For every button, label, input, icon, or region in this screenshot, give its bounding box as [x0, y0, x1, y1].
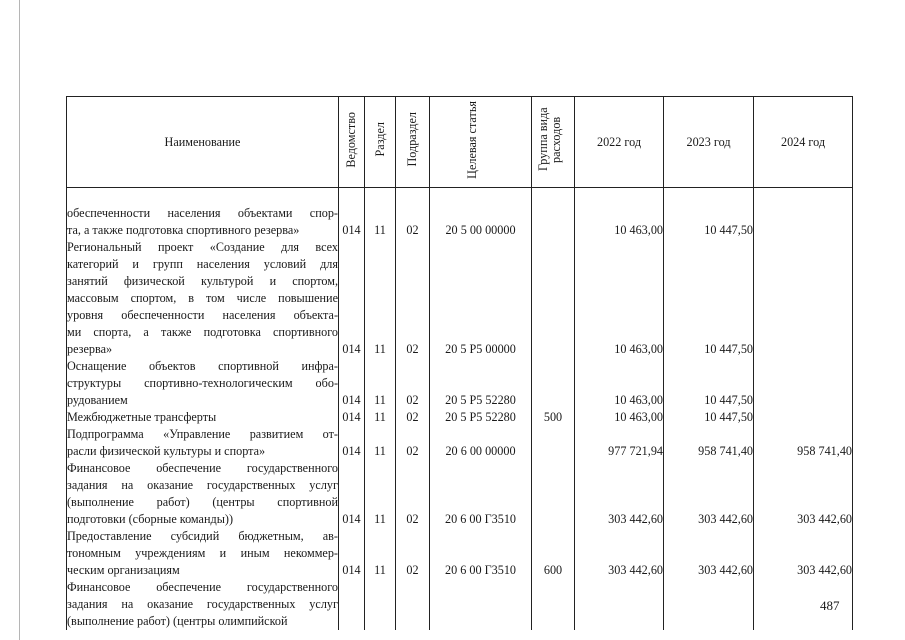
cell-name-line: уровня обеспеченности населения объекта-: [67, 308, 338, 322]
table-row: [67, 477, 853, 494]
cell-2022: 303 442,60: [575, 511, 664, 528]
header-celevaya-statya: Целевая статья: [430, 97, 532, 188]
header-2022: 2022 год: [575, 97, 664, 188]
cell-razdel: [365, 358, 396, 375]
cell-vedomstvo: 014: [339, 443, 365, 460]
cell-podrazdel: [396, 579, 430, 596]
cell-vedomstvo: [339, 273, 365, 290]
cell-podrazdel: [396, 239, 430, 256]
table-row: [67, 392, 853, 409]
cell-2022: 10 463,00: [575, 222, 664, 239]
cell-celevaya-statya: [430, 613, 532, 630]
cell-vedomstvo: [339, 205, 365, 222]
cell-name-line: Межбюджетные трансферты: [67, 409, 339, 426]
cell-2022: [575, 307, 664, 324]
cell-2023: [664, 426, 754, 443]
cell-name-line: задания на оказание государственных услуг: [67, 478, 338, 492]
table-row: [67, 358, 853, 375]
table-row: [67, 596, 853, 613]
cell-2023: [664, 528, 754, 545]
cell-vedomstvo: [339, 528, 365, 545]
cell-name-line: Предоставление субсидий бюджетным, ав-: [67, 529, 338, 543]
cell-vedomstvo: [339, 324, 365, 341]
cell-gruppa-vida-raskhodov: [532, 256, 575, 273]
cell-podrazdel: [396, 358, 430, 375]
cell-2024: [754, 307, 853, 324]
cell-2022: [575, 477, 664, 494]
cell-celevaya-statya: [430, 494, 532, 511]
cell-2023: [664, 460, 754, 477]
cell-name-line: (выполнение работ) (центры олимпийской: [67, 613, 339, 630]
table-row: [67, 290, 853, 307]
table-row: [67, 256, 853, 273]
cell-2023: [664, 375, 754, 392]
cell-2022: [575, 545, 664, 562]
cell-podrazdel: [396, 596, 430, 613]
cell-name-line: та, а также подготовка спортивного резерва»: [67, 222, 339, 239]
cell-gruppa-vida-raskhodov: [532, 358, 575, 375]
cell-2023: [664, 290, 754, 307]
cell-2024: [754, 477, 853, 494]
table-row: [67, 307, 853, 324]
cell-gruppa-vida-raskhodov: [532, 239, 575, 256]
cell-celevaya-statya: [430, 426, 532, 443]
cell-gruppa-vida-raskhodov: [532, 205, 575, 222]
cell-celevaya-statya: [430, 239, 532, 256]
cell-celevaya-statya: [430, 358, 532, 375]
cell-2024: [754, 426, 853, 443]
cell-podrazdel: [396, 477, 430, 494]
cell-celevaya-statya: [430, 375, 532, 392]
cell-podrazdel: [396, 545, 430, 562]
cell-gruppa-vida-raskhodov: [532, 596, 575, 613]
cell-razdel: [365, 256, 396, 273]
cell-name-line: Финансовое обеспечение государственного: [67, 461, 338, 475]
cell-2024: [754, 375, 853, 392]
budget-table: [66, 96, 853, 630]
cell-2023: 10 447,50: [664, 409, 754, 426]
cell-razdel: [365, 528, 396, 545]
cell-razdel: [365, 205, 396, 222]
cell-celevaya-statya: 20 5 P5 52280: [430, 392, 532, 409]
cell-2023: [664, 545, 754, 562]
cell-2023: 10 447,50: [664, 341, 754, 358]
cell-2022: [575, 426, 664, 443]
header-podrazdel: Подраздел: [396, 97, 430, 188]
cell-name-line: рудованием: [67, 392, 339, 409]
cell-2023: [664, 358, 754, 375]
cell-celevaya-statya: [430, 324, 532, 341]
cell-vedomstvo: 014: [339, 392, 365, 409]
cell-2022: [575, 528, 664, 545]
cell-gruppa-vida-raskhodov: [532, 613, 575, 630]
cell-gruppa-vida-raskhodov: [532, 222, 575, 239]
cell-podrazdel: [396, 426, 430, 443]
cell-2024: [754, 579, 853, 596]
cell-2024: 303 442,60: [754, 511, 853, 528]
cell-2022: [575, 273, 664, 290]
cell-2023: [664, 205, 754, 222]
cell-razdel: [365, 273, 396, 290]
cell-podrazdel: 02: [396, 222, 430, 239]
cell-2023: [664, 494, 754, 511]
cell-2022: [575, 375, 664, 392]
cell-2023: [664, 324, 754, 341]
cell-podrazdel: [396, 613, 430, 630]
cell-celevaya-statya: [430, 528, 532, 545]
cell-vedomstvo: 014: [339, 409, 365, 426]
cell-razdel: [365, 375, 396, 392]
cell-name-line: Подпрограмма «Управление развитием от-: [67, 427, 338, 441]
cell-podrazdel: [396, 375, 430, 392]
cell-razdel: [365, 460, 396, 477]
header-name: Наименование: [67, 97, 339, 188]
cell-vedomstvo: [339, 460, 365, 477]
cell-podrazdel: [396, 205, 430, 222]
header-razdel: Раздел: [365, 97, 396, 188]
cell-2024: [754, 341, 853, 358]
cell-vedomstvo: 014: [339, 341, 365, 358]
cell-podrazdel: [396, 256, 430, 273]
cell-celevaya-statya: 20 5 P5 52280: [430, 409, 532, 426]
cell-2023: 10 447,50: [664, 222, 754, 239]
cell-podrazdel: [396, 290, 430, 307]
cell-gruppa-vida-raskhodov: 600: [532, 562, 575, 579]
cell-razdel: 11: [365, 341, 396, 358]
cell-vedomstvo: [339, 477, 365, 494]
table-row: [67, 613, 853, 630]
cell-podrazdel: [396, 324, 430, 341]
cell-podrazdel: 02: [396, 562, 430, 579]
cell-2022: 303 442,60: [575, 562, 664, 579]
cell-2024: 958 741,40: [754, 443, 853, 460]
cell-podrazdel: [396, 494, 430, 511]
cell-celevaya-statya: 20 6 00 Г3510: [430, 562, 532, 579]
cell-podrazdel: [396, 528, 430, 545]
cell-2023: [664, 273, 754, 290]
cell-celevaya-statya: [430, 307, 532, 324]
cell-name-line: (выполнение работ) (центры спортивной: [67, 495, 338, 509]
cell-vedomstvo: [339, 494, 365, 511]
cell-razdel: [365, 290, 396, 307]
cell-name-line: занятий физической культурой и спортом,: [67, 274, 338, 288]
cell-vedomstvo: [339, 375, 365, 392]
cell-razdel: 11: [365, 409, 396, 426]
cell-gruppa-vida-raskhodov: [532, 477, 575, 494]
cell-2022: [575, 256, 664, 273]
cell-razdel: [365, 579, 396, 596]
cell-vedomstvo: [339, 545, 365, 562]
cell-2023: 10 447,50: [664, 392, 754, 409]
cell-2022: [575, 290, 664, 307]
page-number: 487: [820, 598, 840, 613]
cell-vedomstvo: [339, 613, 365, 630]
cell-2024: [754, 222, 853, 239]
cell-gruppa-vida-raskhodov: [532, 341, 575, 358]
table-row: [67, 222, 853, 239]
cell-razdel: [365, 613, 396, 630]
cell-podrazdel: 02: [396, 392, 430, 409]
cell-razdel: 11: [365, 511, 396, 528]
cell-gruppa-vida-raskhodov: [532, 545, 575, 562]
cell-celevaya-statya: 20 6 00 00000: [430, 443, 532, 460]
cell-2023: [664, 613, 754, 630]
header-2023: 2023 год: [664, 97, 754, 188]
cell-2024: [754, 358, 853, 375]
cell-vedomstvo: 014: [339, 511, 365, 528]
cell-2024: [754, 460, 853, 477]
cell-2023: [664, 307, 754, 324]
table-row: [67, 409, 853, 426]
cell-name-line: Региональный проект «Создание для всех: [67, 240, 338, 254]
cell-gruppa-vida-raskhodov: [532, 273, 575, 290]
cell-2023: 958 741,40: [664, 443, 754, 460]
cell-gruppa-vida-raskhodov: [532, 375, 575, 392]
cell-razdel: 11: [365, 443, 396, 460]
cell-name-line: ми спорта, а также подготовка спортивного: [67, 325, 338, 339]
table-row: [67, 443, 853, 460]
cell-celevaya-statya: 20 6 00 Г3510: [430, 511, 532, 528]
cell-razdel: [365, 494, 396, 511]
table-row: [67, 273, 853, 290]
cell-razdel: [365, 239, 396, 256]
cell-podrazdel: [396, 273, 430, 290]
cell-celevaya-statya: [430, 545, 532, 562]
cell-vedomstvo: [339, 596, 365, 613]
cell-gruppa-vida-raskhodov: [532, 443, 575, 460]
cell-gruppa-vida-raskhodov: [532, 324, 575, 341]
cell-celevaya-statya: [430, 256, 532, 273]
header-row: [67, 97, 853, 188]
cell-name-line: подготовки (сборные команды)): [67, 511, 339, 528]
cell-2023: [664, 256, 754, 273]
cell-2024: [754, 256, 853, 273]
cell-vedomstvo: [339, 290, 365, 307]
cell-celevaya-statya: [430, 579, 532, 596]
cell-gruppa-vida-raskhodov: [532, 392, 575, 409]
cell-celevaya-statya: 20 5 00 00000: [430, 222, 532, 239]
cell-gruppa-vida-raskhodov: [532, 307, 575, 324]
cell-vedomstvo: 014: [339, 222, 365, 239]
header-vedomstvo: Ведомство: [339, 97, 365, 188]
cell-2024: [754, 205, 853, 222]
cell-2023: 303 442,60: [664, 511, 754, 528]
table-row: [67, 511, 853, 528]
cell-2024: [754, 545, 853, 562]
cell-2022: 10 463,00: [575, 409, 664, 426]
cell-gruppa-vida-raskhodov: [532, 460, 575, 477]
cell-2023: [664, 477, 754, 494]
table-row: [67, 426, 853, 443]
cell-name-line: массовым спортом, в том числе повышение: [67, 291, 338, 305]
cell-2022: [575, 358, 664, 375]
cell-name-line: резерва»: [67, 341, 339, 358]
cell-name-line: задания на оказание государственных услуг: [67, 597, 338, 611]
cell-celevaya-statya: 20 5 P5 00000: [430, 341, 532, 358]
cell-vedomstvo: [339, 256, 365, 273]
cell-2022: 977 721,94: [575, 443, 664, 460]
cell-name-line: категорий и групп населения условий для: [67, 257, 338, 271]
cell-gruppa-vida-raskhodov: 500: [532, 409, 575, 426]
table-row: [67, 562, 853, 579]
cell-name-line: структуры спортивно-технологическим обо-: [67, 376, 338, 390]
cell-2024: [754, 392, 853, 409]
header-gruppa-vida-raskhodov: Группа вида расходов: [532, 97, 575, 188]
cell-name-line: обеспеченности населения объектами спор-: [67, 206, 338, 220]
cell-celevaya-statya: [430, 205, 532, 222]
table-row: [67, 460, 853, 477]
table-row: [67, 205, 853, 222]
cell-gruppa-vida-raskhodov: [532, 579, 575, 596]
table-row: [67, 528, 853, 545]
cell-2023: [664, 579, 754, 596]
table-row: [67, 239, 853, 256]
cell-2022: 10 463,00: [575, 392, 664, 409]
cell-2022: [575, 596, 664, 613]
table-spacer-row: [67, 188, 853, 206]
cell-2022: [575, 239, 664, 256]
cell-podrazdel: [396, 307, 430, 324]
cell-gruppa-vida-raskhodov: [532, 494, 575, 511]
cell-2022: [575, 205, 664, 222]
cell-podrazdel: 02: [396, 511, 430, 528]
cell-celevaya-statya: [430, 290, 532, 307]
cell-gruppa-vida-raskhodov: [532, 290, 575, 307]
cell-2024: [754, 528, 853, 545]
scan-edge-line: [19, 0, 20, 640]
cell-gruppa-vida-raskhodov: [532, 528, 575, 545]
cell-celevaya-statya: [430, 460, 532, 477]
cell-2022: [575, 460, 664, 477]
cell-razdel: [365, 324, 396, 341]
cell-razdel: [365, 545, 396, 562]
cell-name-line: Финансовое обеспечение государственного: [67, 580, 338, 594]
table-row: [67, 579, 853, 596]
cell-2022: [575, 579, 664, 596]
cell-2024: [754, 239, 853, 256]
cell-razdel: 11: [365, 562, 396, 579]
cell-razdel: [365, 477, 396, 494]
cell-vedomstvo: [339, 307, 365, 324]
cell-2024: [754, 324, 853, 341]
cell-podrazdel: 02: [396, 409, 430, 426]
cell-razdel: [365, 307, 396, 324]
cell-2024: 303 442,60: [754, 562, 853, 579]
cell-razdel: 11: [365, 392, 396, 409]
cell-2024: [754, 613, 853, 630]
cell-podrazdel: 02: [396, 443, 430, 460]
cell-vedomstvo: [339, 239, 365, 256]
cell-2024: [754, 273, 853, 290]
cell-2022: [575, 613, 664, 630]
cell-name-line: Оснащение объектов спортивной инфра-: [67, 359, 338, 373]
table-body: [67, 188, 853, 631]
cell-2024: [754, 290, 853, 307]
cell-vedomstvo: [339, 358, 365, 375]
cell-2024: [754, 494, 853, 511]
cell-podrazdel: 02: [396, 341, 430, 358]
cell-2022: [575, 494, 664, 511]
cell-2023: [664, 596, 754, 613]
table-row: [67, 494, 853, 511]
cell-celevaya-statya: [430, 596, 532, 613]
table-row: [67, 341, 853, 358]
cell-vedomstvo: [339, 426, 365, 443]
cell-name-line: тономным учреждениям и иным некоммер-: [67, 546, 338, 560]
cell-2023: 303 442,60: [664, 562, 754, 579]
cell-gruppa-vida-raskhodov: [532, 511, 575, 528]
cell-name-line: ческим организациям: [67, 562, 339, 579]
cell-razdel: [365, 426, 396, 443]
cell-razdel: 11: [365, 222, 396, 239]
cell-2024: [754, 409, 853, 426]
cell-celevaya-statya: [430, 273, 532, 290]
cell-2023: [664, 239, 754, 256]
table-row: [67, 545, 853, 562]
cell-razdel: [365, 596, 396, 613]
table-row: [67, 324, 853, 341]
table-row: [67, 375, 853, 392]
cell-2022: 10 463,00: [575, 341, 664, 358]
cell-2022: [575, 324, 664, 341]
cell-name-line: расли физической культуры и спорта»: [67, 443, 339, 460]
header-2024: 2024 год: [754, 97, 853, 188]
cell-podrazdel: [396, 460, 430, 477]
cell-gruppa-vida-raskhodov: [532, 426, 575, 443]
cell-celevaya-statya: [430, 477, 532, 494]
cell-vedomstvo: 014: [339, 562, 365, 579]
cell-vedomstvo: [339, 579, 365, 596]
